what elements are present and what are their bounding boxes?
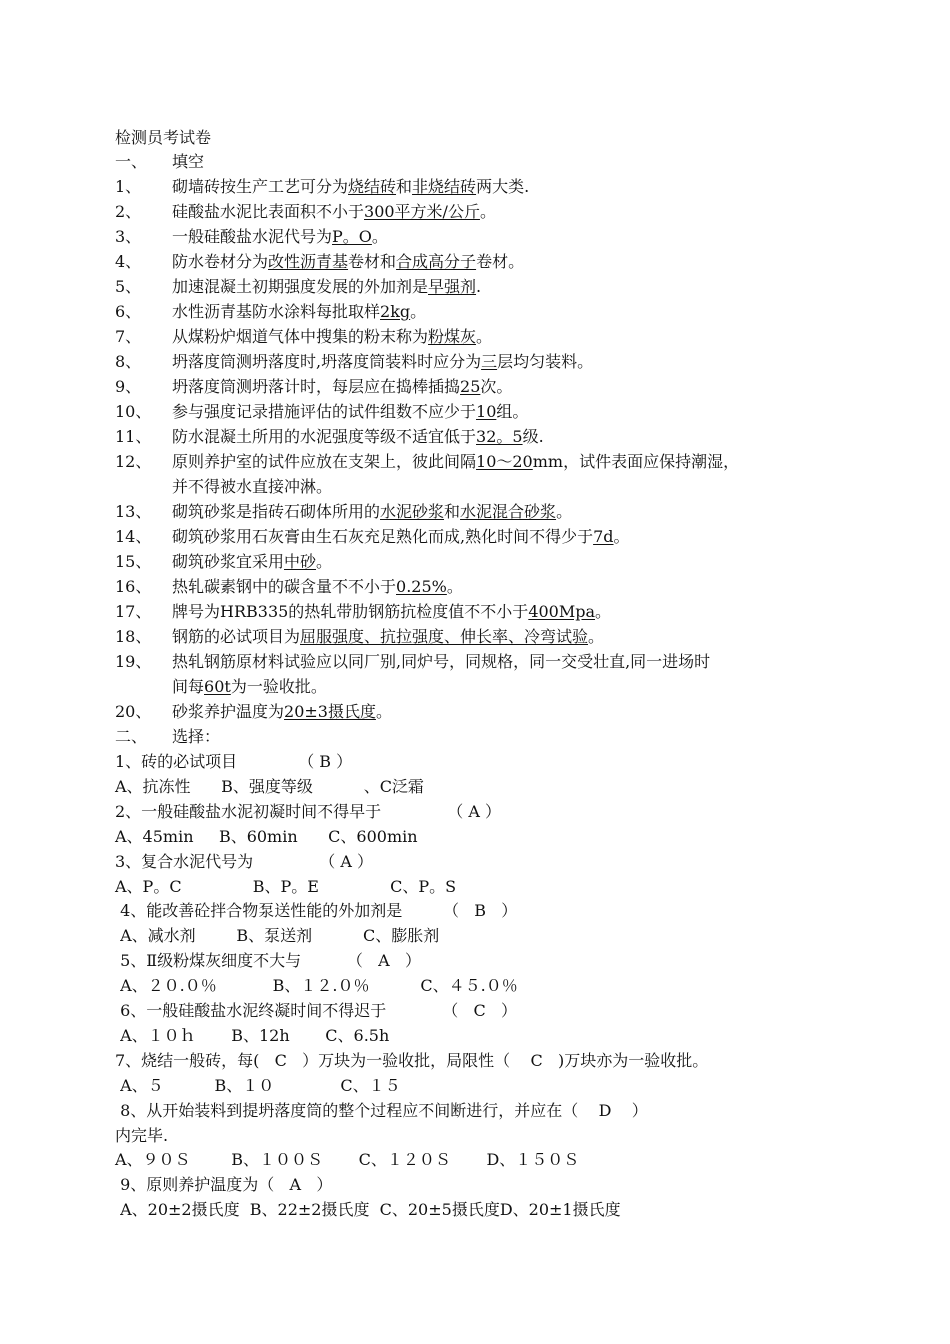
- answer-text: 7d: [593, 527, 614, 546]
- question-line: [172, 300, 426, 324]
- question-text: 。: [371, 227, 388, 246]
- question-text: 。: [316, 552, 333, 571]
- question-line: [172, 225, 388, 249]
- choice-line: A、抗冻性 B、强度等级 、C泛霜: [115, 776, 424, 796]
- question-text: 。: [476, 327, 493, 346]
- choice-line: 4、能改善砼拌合物泵送性能的外加剂是 （ B ）: [115, 901, 518, 921]
- question-number: 4、: [115, 252, 142, 271]
- question-text: 为一验收批。: [230, 677, 327, 696]
- question-line: [172, 325, 492, 349]
- question-text: 原则养护室的试件应放在支架上，彼此间隔: [172, 452, 477, 471]
- question-line-continued: 并不得被水直接冲淋。: [172, 477, 333, 496]
- document-title: 检测员考试卷: [115, 128, 212, 147]
- question-number: 16、: [115, 577, 152, 596]
- question-text: 热轧碳素钢中的碳含量不不小于: [172, 577, 397, 596]
- question-line: [172, 250, 524, 274]
- question-text: mm，试件表面应保持潮湿，: [532, 452, 740, 471]
- answer-text: 水泥混合砂浆: [460, 502, 557, 521]
- question-number: 6、: [115, 302, 142, 321]
- question-line: [172, 200, 496, 224]
- question-line: [172, 425, 544, 449]
- question-text: 砂浆养护温度为: [172, 702, 285, 721]
- question-line: [172, 600, 611, 624]
- question-number: 20、: [115, 702, 152, 721]
- question-line: [172, 275, 481, 299]
- choice-line: 5、Ⅱ级粉煤灰细度不大与 （ A ）: [115, 951, 421, 971]
- question-text: 砌筑砂浆用石灰膏由生石灰充足熟化而成,熟化时间不得少于: [172, 527, 594, 546]
- question-number: 14、: [115, 527, 152, 546]
- question-text: 热轧钢筋原材料试验应以同厂别,同炉号，同规格，同一交受壮直,同一进场时: [172, 652, 711, 671]
- question-text: 。: [595, 602, 612, 621]
- question-text: 层均匀装料。: [497, 352, 594, 371]
- answer-text: 20±3摄氏度: [284, 702, 376, 721]
- question-text: 。: [556, 502, 573, 521]
- question-text: 。: [375, 702, 392, 721]
- question-number: 12、: [115, 452, 152, 471]
- question-text: 砌筑砂浆宜采用: [172, 552, 285, 571]
- question-text: 和: [444, 502, 461, 521]
- question-text: 。: [446, 577, 463, 596]
- choice-line: 1、砖的必试项目 （ B ）: [115, 752, 353, 771]
- question-text: 加速混凝土初期强度发展的外加剂是: [172, 277, 429, 296]
- answer-text: 2kg: [380, 302, 411, 321]
- question-line: [172, 500, 572, 524]
- question-line: [172, 400, 528, 424]
- answer-text: 烧结砖: [348, 177, 397, 196]
- question-line: [172, 550, 332, 574]
- question-text: 两大类.: [476, 177, 530, 196]
- answer-text: 32。5: [476, 427, 523, 446]
- question-text: 砌筑砂浆是指砖石砌体所用的: [172, 502, 381, 521]
- question-text: 坍落度筒测坍落度时,坍落度筒装料时应分为: [172, 352, 482, 371]
- question-text: 卷材和: [348, 252, 397, 271]
- question-line: [172, 450, 739, 474]
- question-number: 18、: [115, 627, 152, 646]
- answer-text: 25: [460, 377, 481, 396]
- question-text: 一般硅酸盐水泥代号为: [172, 227, 333, 246]
- question-text: 级.: [522, 427, 544, 446]
- answer-text: 10～20: [476, 452, 533, 471]
- answer-text: 三: [481, 352, 498, 371]
- question-line: [172, 175, 529, 199]
- question-text: 间每: [172, 677, 205, 696]
- answer-text: 合成高分子: [396, 252, 477, 271]
- choice-line: A、减水剂 B、泵送剂 C、膨胀剂: [115, 926, 440, 946]
- question-line: [172, 625, 604, 649]
- answer-text: 粉煤灰: [428, 327, 477, 346]
- choice-line: 9、原则养护温度为（ A ）: [115, 1175, 333, 1195]
- question-text: 次。: [480, 377, 513, 396]
- answer-text: 中砂: [284, 552, 317, 571]
- question-line: [172, 700, 392, 724]
- question-text: .: [476, 277, 482, 296]
- section-number: 二、: [115, 727, 148, 746]
- question-number: 3、: [115, 227, 142, 246]
- question-number: 19、: [115, 652, 152, 671]
- question-line: [172, 350, 593, 374]
- choice-line: 8、从开始装料到提坍落度筒的整个过程应不间断进行，并应在（ D ）: [115, 1100, 648, 1120]
- section-heading: 选择：: [172, 727, 221, 746]
- question-number: 11、: [115, 427, 152, 446]
- choice-line: A、２０.０％ B、１２.０％ C、４５.０％: [115, 976, 518, 996]
- choice-line: A、９０Ｓ B、１００Ｓ C、１２０Ｓ D、１５０Ｓ: [115, 1150, 580, 1170]
- question-number: 1、: [115, 177, 142, 196]
- question-line: [172, 650, 710, 674]
- choice-line: 3、复合水泥代号为 （ A ）: [115, 851, 374, 871]
- choice-line: 内完毕.: [115, 1125, 169, 1145]
- question-text: 组。: [496, 402, 529, 421]
- choice-line: 7、烧结一般砖，每( C ）万块为一验收批，局限性（ C )万块亦为一验收批。: [115, 1050, 709, 1070]
- answer-text: 水泥砂浆: [380, 502, 445, 521]
- question-number: 7、: [115, 327, 142, 346]
- question-text: 防水混凝土所用的水泥强度等级不适宜低于: [172, 427, 477, 446]
- choice-line: A、１０ｈ B、12h C、6.5h: [115, 1025, 390, 1045]
- answer-text: P。O: [332, 227, 372, 246]
- choice-line: A、５ B、１０ C、１５: [115, 1075, 401, 1095]
- question-line-continued: [172, 675, 327, 699]
- answer-text: 60t: [204, 677, 231, 696]
- question-number: 15、: [115, 552, 152, 571]
- answer-text: 300平方米/公斤: [364, 202, 480, 221]
- answer-text: 非烧结砖: [412, 177, 477, 196]
- question-text: 卷材。: [476, 252, 525, 271]
- question-text: 参与强度记录措施评估的试件组数不应少于: [172, 402, 477, 421]
- question-text: 防水卷材分为: [172, 252, 269, 271]
- question-text: 砌墙砖按生产工艺可分为: [172, 177, 349, 196]
- question-text: 硅酸盐水泥比表面积不小于: [172, 202, 365, 221]
- question-number: 8、: [115, 352, 142, 371]
- question-text: 。: [588, 627, 605, 646]
- question-text: 坍落度筒测坍落计时，每层应在捣棒插捣: [172, 377, 461, 396]
- answer-text: 10: [476, 402, 497, 421]
- question-number: 5、: [115, 277, 142, 296]
- answer-text: 400Mpa: [528, 602, 596, 621]
- answer-text: 早强剂: [428, 277, 477, 296]
- question-text: 牌号为HRB335的热轧带肋钢筋抗检度值不不小于: [172, 602, 529, 621]
- choice-line: 6、一般硅酸盐水泥终凝时间不得迟于 （ C ）: [115, 1001, 517, 1020]
- choice-line: A、20±2摄氏度 B、22±2摄氏度 C、20±5摄氏度D、20±1摄氏度: [115, 1200, 621, 1220]
- answer-text: 改性沥青基: [268, 252, 349, 271]
- question-text: 。: [410, 302, 427, 321]
- question-text: 钢筋的必试项目为: [172, 627, 301, 646]
- question-line: [172, 525, 630, 549]
- question-number: 13、: [115, 502, 152, 521]
- section-heading: 填空: [172, 152, 205, 171]
- question-number: 17、: [115, 602, 152, 621]
- section-number: 一、: [115, 152, 148, 171]
- question-text: 。: [479, 202, 496, 221]
- choice-line: A、45min B、60min C、600min: [115, 826, 418, 846]
- question-text: 。: [613, 527, 630, 546]
- question-text: 水性沥青基防水涂料每批取样: [172, 302, 381, 321]
- question-line: [172, 575, 463, 599]
- question-text: 从煤粉炉烟道气体中搜集的粉末称为: [172, 327, 429, 346]
- answer-text: 0.25%: [396, 577, 447, 596]
- choice-line: 2、一般硅酸盐水泥初凝时间不得早于 （ A ）: [115, 801, 502, 821]
- question-number: 2、: [115, 202, 142, 221]
- answer-text: 屈服强度、抗拉强度、伸长率、冷弯试验: [300, 627, 589, 646]
- question-number: 10、: [115, 402, 152, 421]
- question-text: 和: [396, 177, 413, 196]
- question-number: 9、: [115, 377, 142, 396]
- choice-line: A、P。C B、P。E C、P。S: [115, 876, 457, 896]
- question-line: [172, 375, 512, 399]
